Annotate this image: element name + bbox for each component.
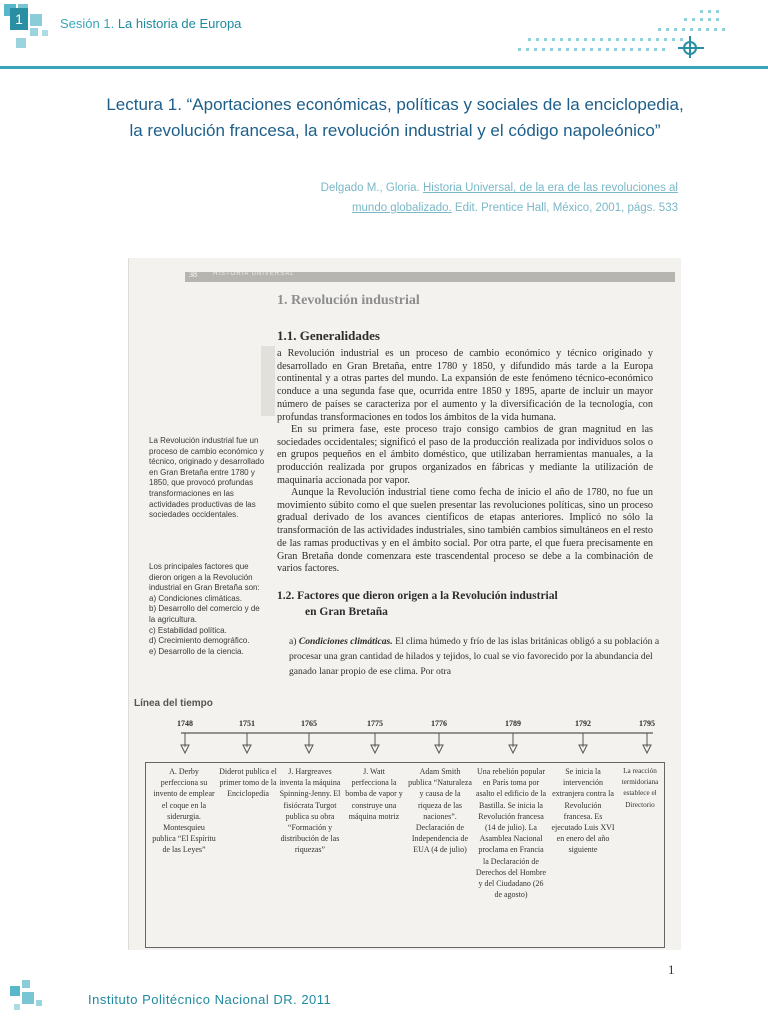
footer-logo-square — [14, 1004, 20, 1010]
factor-a-title: Condiciones climáticas. — [298, 636, 393, 647]
bibliographic-reference — [218, 178, 678, 218]
timeline-event: Adam Smith publica “Naturaleza y causa de la riqueza de las naciones”. Declaración de Independencia de EUA (4 de julio) — [408, 767, 472, 855]
sidenote-factor-item: d) Crecimiento demográfico. — [149, 636, 250, 646]
timeline-event: J. Hargreaves inventa la máquina Spinning-Jenny. El fisiócrata Turgot publica su obra “Formación y distribución de las riquezas” — [279, 767, 341, 855]
subsection-2-line-1: 1.2. Factores que dieron origen a la Revolución industrial — [277, 590, 558, 602]
reading-title — [60, 92, 730, 144]
sidenote-factor-item: e) Desarrollo de la ciencia. — [149, 646, 244, 656]
timeline-event: A. Derby perfecciona su invento de emplear el coque en la siderurgia. Montesquieu publica “El Espíritu de las Leyes” — [152, 767, 216, 855]
footer-logo-square — [22, 992, 34, 1004]
page-number: 1 — [668, 962, 675, 977]
paragraph-2: En su primera fase, este proceso trajo consigo cambios de gran magnitud en las sociedades occidentales; significó el paso de la producción realizada por individuos solos o en grupos pequeños en el ámbito doméstico, que utilizaban herramientas manuales, a la producción realizada por grupos organizados en fábricas y mediante la utilización de maquinaria accionada por vapor. — [277, 424, 653, 486]
book-page-number: 38 — [189, 270, 197, 279]
paragraph-3: Aunque la Revolución industrial tiene como fecha de inicio el año de 1780, no fue un movimiento súbito como el que suelen presentar las revoluciones políticas, sino un proceso gradual derivado de los avances científicos de etapas anteriores. Implicó no sólo la transformación de las actividades industriales, sino también cambios simultáneos en el resto de las ramas productivas y en el ámbito social. Por otra parte, el que fuera precisamente en Gran Bretaña donde comenzara este trascendental proceso se debe a la combinación de varios factores. — [277, 487, 653, 575]
header-rule — [0, 66, 768, 69]
drop-cap — [261, 346, 275, 416]
logo-square — [30, 28, 38, 36]
title-line-2: la revolución francesa, la revolución industrial y el código napoleónico” — [129, 121, 661, 140]
footer-logo-square — [36, 1000, 42, 1006]
sidenote-factor-item: b) Desarrollo del comercio y de la agricultura. — [149, 604, 260, 624]
scanned-book-page — [128, 258, 681, 950]
section-heading: 1. Revolución industrial — [277, 293, 420, 308]
session-badge: 1 — [10, 8, 28, 30]
header-bar — [0, 0, 768, 70]
timeline-event: Se inicia la intervención extranjera contra la Revolución francesa. Es ejecutado Luis XVI en enero del año siguiente — [551, 767, 615, 855]
timeline-event: Una rebelión popular en París toma por asalto el edificio de la Bastilla. Se inicia la Revolución francesa (14 de julio). La Asamblea Nacional proclama en Francia la Declaración de Derechos del Hombre y del Ciudadano (26 de agosto) — [475, 767, 547, 900]
sidenote-factors — [149, 562, 267, 657]
paragraph-1: a Revolución industrial es un proceso de cambio económico y técnico originado y desarrollado en Gran Bretaña, entre 1780 y 1850, y difundido más tarde a la Europa continental y a otras partes del mundo. La expansión de este fenómeno técnico-económico conduce a una segunda fase que, ocurrida entre 1850 y 1895, aparte de incluir un mayor número de países se caracteriza por el aumento y la diversificación de la tecnología, con profundas transformaciones en todos los ámbitos de la vida humana. — [277, 348, 653, 423]
reference-work-link[interactable]: Historia Universal, de la era de las revoluciones al — [422, 182, 678, 194]
decorative-dots — [508, 8, 728, 63]
footer-logo-square — [10, 986, 20, 996]
timeline-event-text: Diderot publica el primer tomo de la Enciclopedia — [219, 767, 277, 799]
session-title — [60, 16, 241, 31]
timeline-event — [219, 766, 277, 800]
footer-institution: Instituto Politécnico Nacional DR. 2011 — [88, 992, 332, 1007]
subsection-2-line-2: en Gran Bretaña — [305, 606, 388, 618]
timeline-year: 1795 — [639, 719, 655, 728]
timeline-year: 1748 — [177, 719, 193, 728]
timeline-year: 1776 — [431, 719, 447, 728]
reference-line-2 — [218, 198, 678, 218]
timeline-event: La reacción termidoriana establece el Directorio — [621, 767, 659, 809]
title-line-1: Lectura 1. “Aportaciones económicas, políticas y sociales de la enciclopedia, — [106, 95, 684, 114]
timeline-year: 1751 — [239, 719, 255, 728]
running-head: HISTORIA UNIVERSAL — [213, 271, 295, 277]
footer-logo-square — [22, 980, 30, 988]
timeline-year: 1765 — [301, 719, 317, 728]
timeline-title: Línea del tiempo — [134, 698, 213, 709]
reference-author: Delgado M., Gloria. — [320, 182, 420, 194]
sidenote-factor-item: c) Estabilidad política. — [149, 625, 227, 635]
timeline-event: J. Watt perfecciona la bomba de vapor y construye una máquina motriz — [345, 767, 403, 821]
logo-square — [16, 38, 26, 48]
subsection-heading: 1.1. Generalidades — [277, 328, 380, 343]
factor-a-label: a) — [289, 636, 297, 647]
reference-line-1 — [218, 178, 678, 198]
logo-square — [42, 30, 48, 36]
sidenote-factor-item: a) Condiciones climáticas. — [149, 593, 242, 603]
factor-a-text: El clima húmedo y frío de las islas británicas obligó a su población a procesar una gran cantidad de hilados y tejidos, lo cual se vio favorecido por la abundancia del ganado lanar propio de ese clima. Por otra — [289, 636, 660, 677]
factor-a-paragraph — [289, 634, 661, 679]
reference-work-link-2[interactable]: mundo globalizado. — [351, 202, 452, 214]
logo-square — [30, 14, 42, 26]
reference-publisher: Edit. Prentice Hall, México, 2001, págs. 533 — [454, 202, 678, 214]
timeline-year: 1789 — [505, 719, 521, 728]
session-name: La historia de Europa — [117, 16, 242, 31]
session-prefix: Sesión 1. — [60, 16, 115, 31]
subsection-2-heading — [277, 588, 637, 620]
sidenote-factors-intro: Los principales factores que dieron origen a la Revolución industrial en Gran Bretaña son: — [149, 562, 260, 593]
timeline-year: 1792 — [575, 719, 591, 728]
sidenote-summary: La Revolución industrial fue un proceso de cambio económico y técnico, originado y desarrollado en Gran Bretaña entre 1780 y 1850, que provocó profundas transformaciones en las actividades productivas de las sociedades occidentales. — [149, 436, 265, 520]
timeline-year: 1775 — [367, 719, 383, 728]
